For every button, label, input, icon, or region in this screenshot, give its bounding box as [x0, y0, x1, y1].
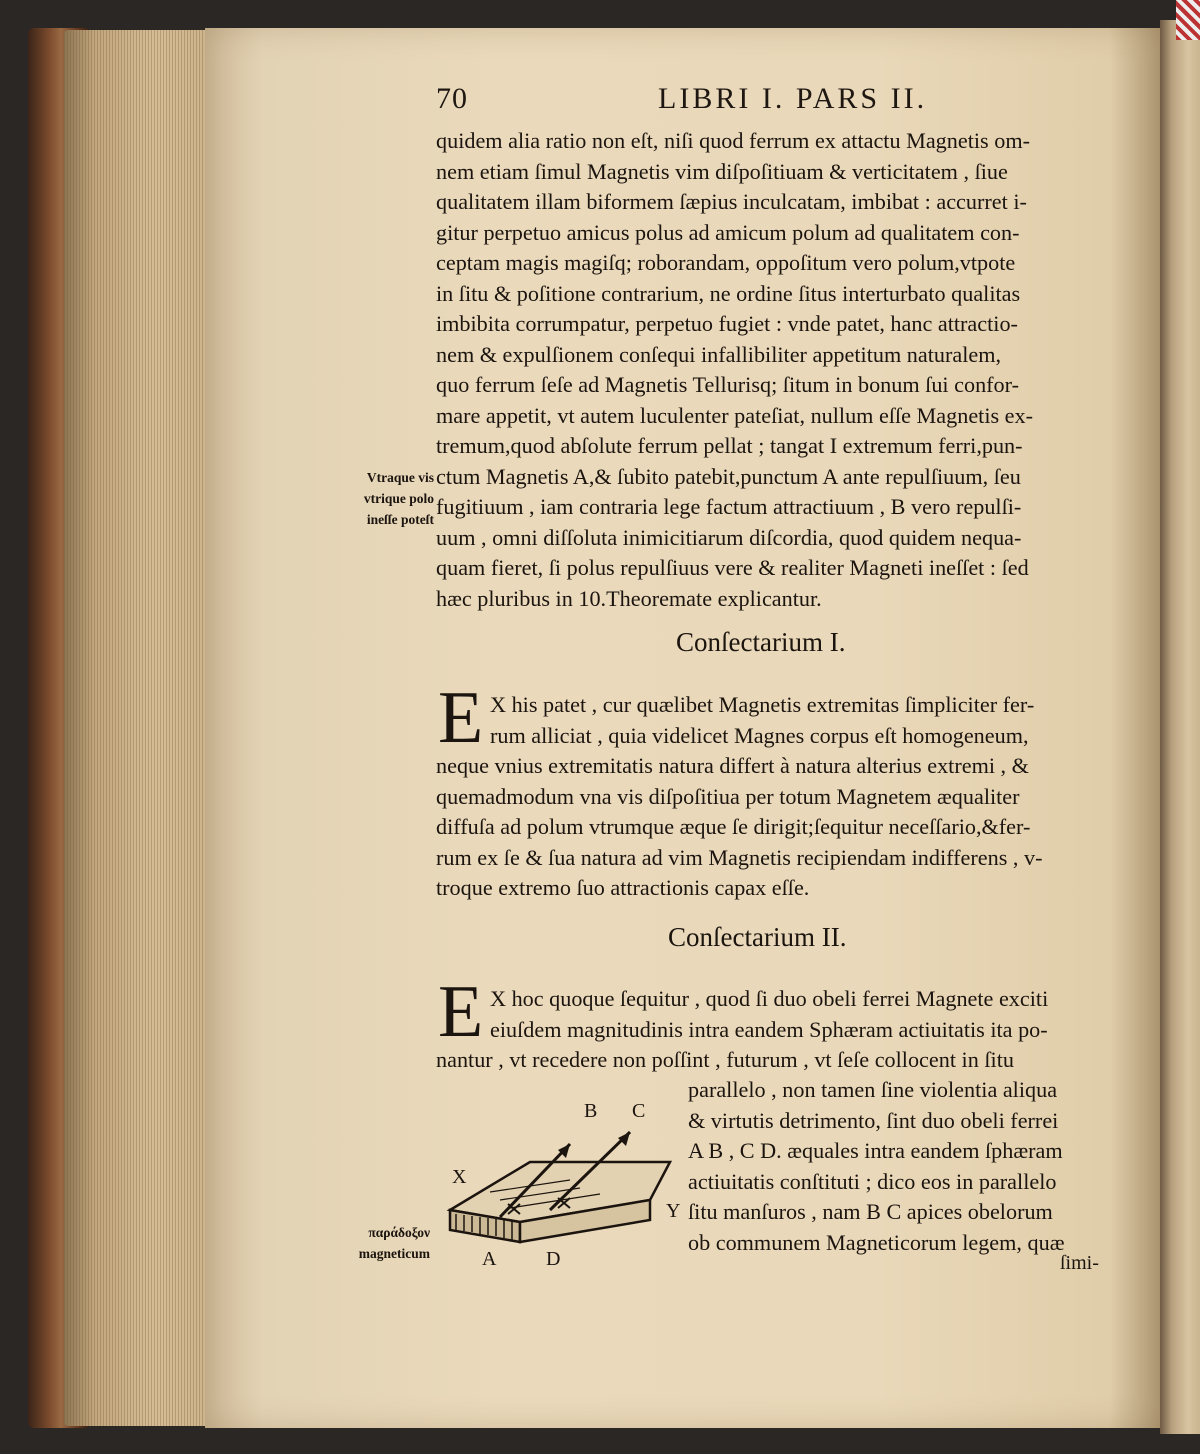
figure-label-b: B [584, 1100, 598, 1122]
section-heading-1: Conſectarium I. [676, 627, 846, 657]
text-line: quo ferrum ſeſe ad Magnetis Tellurisq; ſitum in bonum ſui confor- [436, 372, 1019, 397]
text-line: ſitu manſuros , nam B C apices obelorum [688, 1199, 1053, 1224]
figure-label-y: Y [666, 1200, 681, 1222]
margin-note-paradoxon [318, 1222, 430, 1264]
figure-label-x: X [452, 1166, 467, 1188]
text-line: X hoc quoque ſequitur , quod ſi duo obeli ferrei Magnete exciti [490, 986, 1049, 1011]
page-number: 70 [436, 82, 468, 115]
text-line: X his patet , cur quælibet Magnetis extremitas ſimpliciter fer- [490, 692, 1035, 717]
text-line: quam fieret, ſi polus repulſiuus vere & realiter Magneti ineſſet : ſed [436, 555, 1029, 580]
text-line: tremum,quod abſolute ferrum pellat ; tangat I extremum ferri,pun- [436, 433, 1023, 458]
text-line: nem & expulſionem conſequi infallibiliter appetitum naturalem, [436, 341, 1002, 367]
running-title: LIBRI I. PARS II. [658, 82, 928, 115]
margin-line: vtrique polo [363, 491, 434, 506]
text-line: gitur perpetuo amicus polus ad amicum polum ad qualitatem con- [436, 219, 1020, 245]
text-line: hæc pluribus in 10.Theoremate explicantur. [436, 585, 822, 611]
margin-line: magneticum [358, 1246, 430, 1261]
text-line: ob communem Magneticorum legem, quæ [688, 1229, 1065, 1255]
figure-label-a: A [482, 1248, 497, 1270]
text-line: nantur , vt recedere non poſſint , futurum , vt ſeſe collocent in ſitu [436, 1047, 1014, 1072]
text-line: ctum Magnetis A,& ſubito patebit,punctum A ante repulſiuum, ſeu [436, 463, 1021, 489]
text-line: qualitatem illam biformem ſæpius inculcatam, imbibat : accurret i- [436, 189, 1027, 214]
text-line: eiuſdem magnitudinis intra eandem Sphæram actiuitatis ita po- [490, 1016, 1048, 1042]
figure-label-c: C [632, 1100, 646, 1122]
text-line: fugitiuum , iam contraria lege factum attractiuum , B vero repulſi- [436, 494, 1022, 519]
text-line: & virtutis detrimento, ſint duo obeli ferrei [688, 1107, 1059, 1133]
paragraph-3-head [490, 984, 1152, 1045]
text-line: mare appetit, vt autem luculenter pateſiat, nullum eſſe Magnetis ex- [436, 402, 1034, 428]
text-line: troque extremo ſuo attractionis capax eſſe. [436, 875, 810, 900]
paragraph-1 [436, 126, 1152, 614]
drop-cap: E [438, 971, 484, 1053]
margin-line: Vtraque vis [366, 470, 434, 485]
text-line: ceptam magis magiſq; roborandam, oppoſitum vero polum,vtpote [436, 250, 1016, 275]
text-line: neque vnius extremitatis natura differt à natura alterius extremi , & [436, 753, 1029, 778]
paragraph-3-narrow [688, 1075, 1152, 1258]
text-line: A B , C D. æquales intra eandem ſphæram [688, 1138, 1063, 1163]
bookmark-ribbon [1176, 0, 1200, 40]
paragraph-2-body [436, 751, 1152, 904]
drop-cap: E [438, 677, 484, 759]
facing-page-edge [1160, 20, 1200, 1434]
text-line: quidem alia ratio non eſt, niſi quod ferrum ex attactu Magnetis om- [436, 128, 1030, 153]
text-line: uum , omni diſſoluta inimicitiarum diſcordia, quod quidem nequa- [436, 524, 1022, 550]
catchword: ſimi- [1060, 1252, 1099, 1274]
margin-line: παράδοξον [368, 1225, 430, 1240]
page-fore-edge [64, 30, 214, 1426]
margin-note-vtraque [322, 467, 434, 530]
section-heading-2: Conſectarium II. [668, 922, 847, 952]
paragraph-3-body [436, 1045, 1152, 1076]
text-line: imbibita corrumpatur, perpetuo fugiet : vnde patet, hanc attractio- [436, 311, 1018, 336]
text-line: nem etiam ſimul Magnetis vim diſpoſitiuam & verticitatem , ſiue [436, 158, 1008, 184]
text-line: rum alliciat , quia videlicet Magnes corpus eſt homogeneum, [490, 722, 1029, 748]
paragraph-2-head [490, 690, 1152, 751]
text-line: rum ex ſe & ſua natura ad vim Magnetis recipiendam indifferens , v- [436, 844, 1043, 870]
text-line: actiuitatis conſtituti ; dico eos in parallelo [688, 1168, 1057, 1194]
text-line: quemadmodum vna vis diſpoſitiua per totum Magnetem æqualiter [436, 783, 1020, 809]
figure-label-d: D [546, 1248, 561, 1270]
margin-line: ineſſe poteſt [366, 512, 434, 527]
text-line: parallelo , non tamen ſine violentia aliqua [688, 1077, 1058, 1102]
text-line: diffuſa ad polum vtrumque æque ſe dirigit;ſequitur neceſſario,&fer- [436, 814, 1031, 839]
text-line: in ſitu & poſitione contrarium, ne ordine ſitus interturbato qualitas [436, 280, 1021, 306]
